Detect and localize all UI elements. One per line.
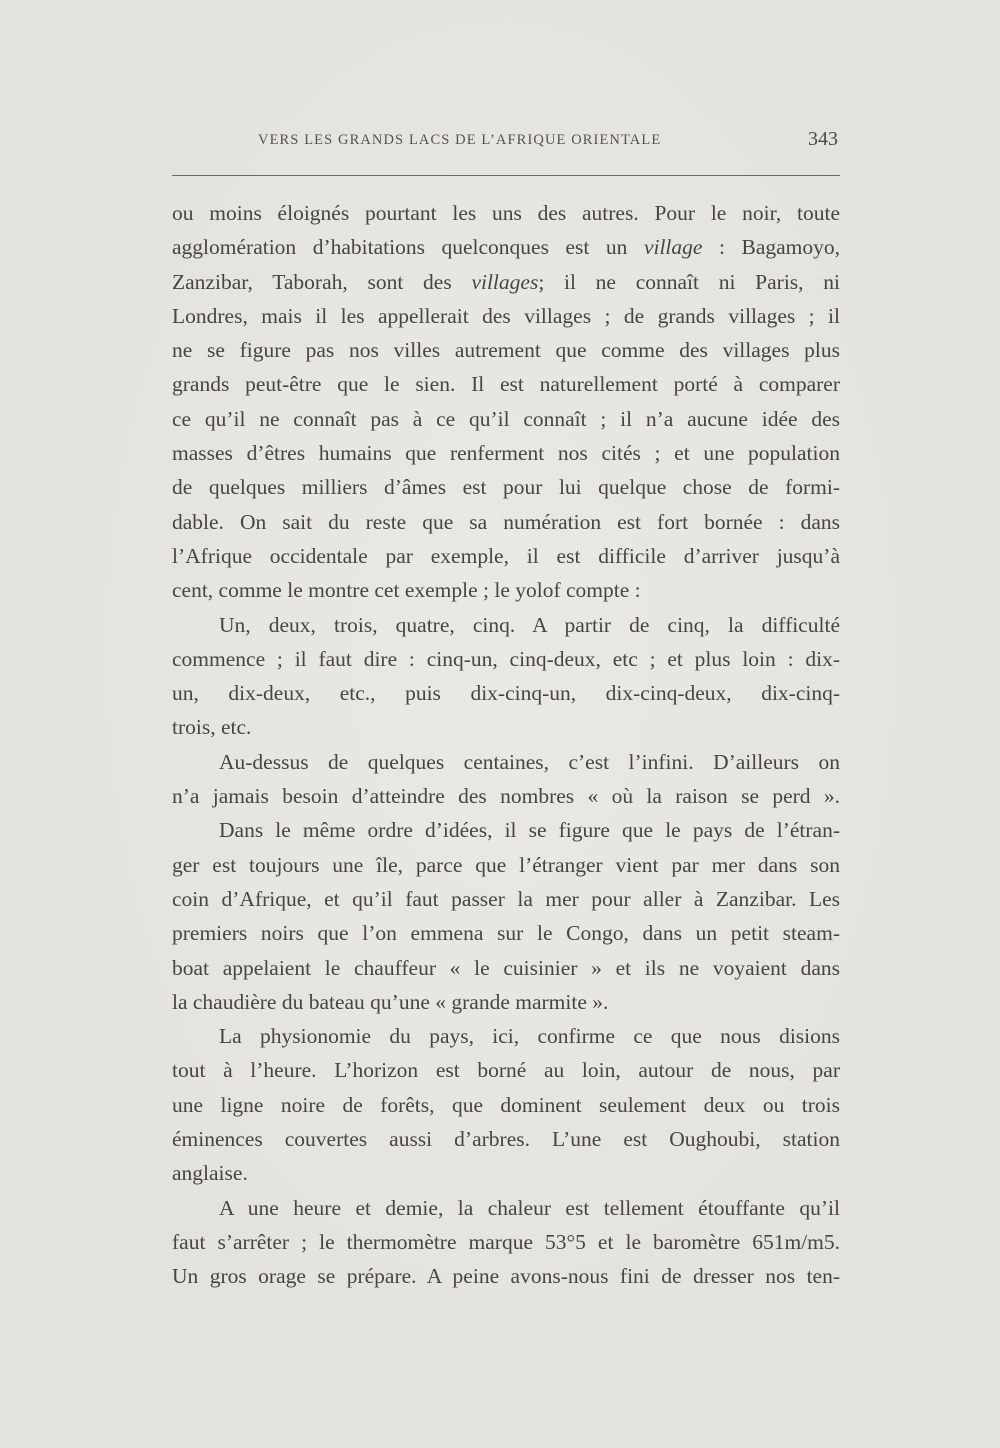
- text-line: boat appelaient le chauffeur « le cuisinier » et ils ne voyaient dans: [172, 955, 840, 980]
- text-line: Au-dessus de quelques centaines, c’est l’infini. D’ailleurs on: [219, 749, 840, 774]
- page-number: 343: [808, 128, 838, 150]
- running-head: [172, 128, 840, 158]
- text-line: la chaudière du bateau qu’une « grande marmite ».: [172, 989, 609, 1014]
- text-line: ne se figure pas nos villes autrement que comme des villages plus: [172, 338, 840, 363]
- text-line: un, dix-deux, etc., puis dix-cinq-un, dix-cinq-deux, dix-cinq-: [172, 681, 840, 706]
- italic-word: village: [643, 235, 703, 260]
- text-line: n’a jamais besoin d’atteindre des nombres « où la raison se perd ».: [172, 784, 840, 809]
- text-line: Un gros orage se prépare. A peine avons-nous fini de dresser nos ten-: [172, 1264, 840, 1289]
- text-line: coin d’Afrique, et qu’il faut passer la mer pour aller à Zanzibar. Les: [172, 886, 840, 911]
- italic-word: villages: [471, 269, 539, 294]
- text-line: Dans le même ordre d’idées, il se figure que le pays de l’étran-: [219, 818, 840, 843]
- text-line: ou moins éloignés pourtant les uns des autres. Pour le noir, toute: [172, 201, 840, 225]
- text-line: ce qu’il ne connaît pas à ce qu’il connaît ; il n’a aucune idée des: [172, 406, 840, 431]
- header-rule: [172, 175, 840, 176]
- text-segment: : Bagamoyo,: [702, 235, 841, 260]
- text-line: Un, deux, trois, quatre, cinq. A partir de cinq, la difficulté: [219, 612, 840, 637]
- text-segment: ; il ne connaît ni Paris, ni: [538, 269, 840, 294]
- text-segment: agglomération d’habitations quelconques est un: [172, 235, 644, 260]
- text-line: trois, etc.: [172, 715, 252, 740]
- text-line: [172, 230, 840, 264]
- text-line: dable. On sait du reste que sa numération est fort bornée : dans: [172, 509, 840, 534]
- text-line: cent, comme le montre cet exemple ; le yolof compte :: [172, 578, 641, 603]
- text-line: de quelques milliers d’âmes est pour lui quelque chose de formi-: [172, 475, 840, 500]
- text-line: grands peut-être que le sien. Il est naturellement porté à comparer: [172, 372, 840, 397]
- text-line: La physionomie du pays, ici, confirme ce que nous disions: [219, 1024, 840, 1049]
- text-line: Londres, mais il les appellerait des villages ; de grands villages ; il: [172, 303, 840, 328]
- text-segment: Zanzibar, Taborah, sont des: [172, 269, 472, 294]
- text-line: masses d’êtres humains que renferment nos cités ; et une population: [172, 441, 840, 466]
- text-line: éminences couvertes aussi d’arbres. L’une est Oughoubi, station: [172, 1127, 840, 1152]
- running-title: VERS LES GRANDS LACS DE L’AFRIQUE ORIENTALE: [258, 132, 662, 148]
- text-line: l’Afrique occidentale par exemple, il est difficile d’arriver jusqu’à: [172, 543, 840, 568]
- text-line: ger est toujours une île, parce que l’étranger vient par mer dans son: [172, 852, 840, 877]
- text-line: faut s’arrêter ; le thermomètre marque 53°5 et le baromètre 651m/m5.: [172, 1229, 840, 1254]
- text-line: anglaise.: [172, 1161, 248, 1186]
- text-line: [172, 265, 840, 299]
- text-line: une ligne noire de forêts, que dominent seulement deux ou trois: [172, 1092, 840, 1117]
- body-text: [172, 196, 840, 1294]
- text-line: A une heure et demie, la chaleur est tellement étouffante qu’il: [219, 1195, 840, 1220]
- text-line: commence ; il faut dire : cinq-un, cinq-deux, etc ; et plus loin : dix-: [172, 646, 840, 671]
- text-line: tout à l’heure. L’horizon est borné au loin, autour de nous, par: [172, 1058, 840, 1083]
- text-line: premiers noirs que l’on emmena sur le Congo, dans un petit steam-: [172, 921, 840, 946]
